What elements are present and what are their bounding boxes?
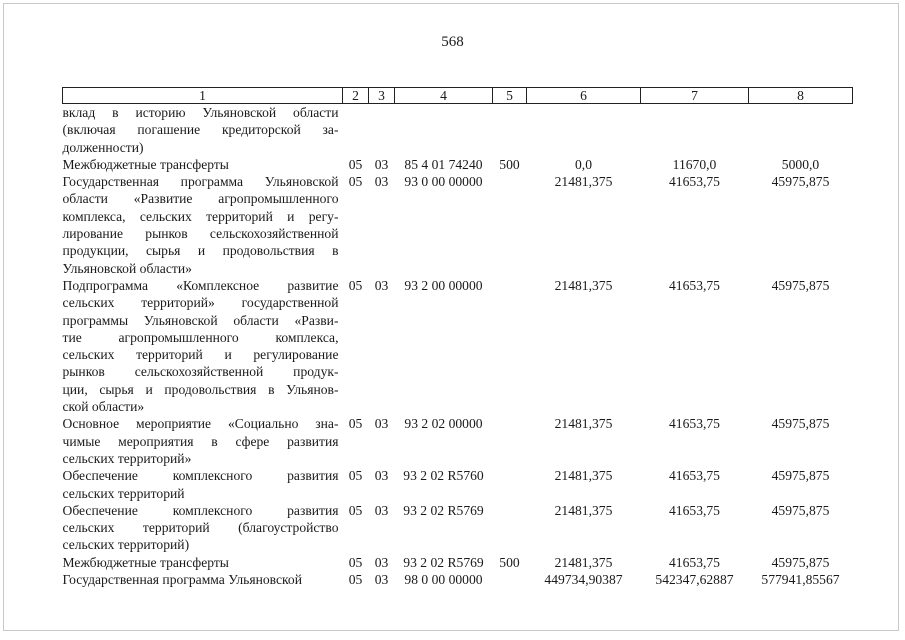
section-code-cell: 05 xyxy=(348,572,363,588)
item-name-line: рынков сельскохозяйственной продук- xyxy=(62,364,339,380)
table-row xyxy=(63,173,853,277)
item-name-line: сельских территорий и регулирование xyxy=(62,347,339,363)
page-number: 568 xyxy=(441,34,464,50)
amount-year2-cell: 41653,75 xyxy=(669,468,720,484)
subsection-code-cell: 03 xyxy=(374,468,389,484)
amount-year1-cell: 449734,90387 xyxy=(544,572,623,588)
item-name-line: Государственная программа Ульяновской xyxy=(62,572,302,588)
subsection-code-cell: 03 xyxy=(374,174,389,190)
item-name-line: комплекса, сельских территорий и регу- xyxy=(62,208,339,224)
item-name-cell xyxy=(63,415,343,467)
amount-year2-cell: 41653,75 xyxy=(669,416,720,432)
item-name-line: сельских территорий» xyxy=(62,450,192,466)
section-code-cell: 05 xyxy=(348,468,363,484)
amount-year3-cell: 577941,85567 xyxy=(761,572,840,588)
target-article-cell: 93 2 02 00000 xyxy=(404,416,483,432)
item-name-line: сельских территорий xyxy=(62,485,185,501)
item-name-cell xyxy=(63,173,343,277)
item-name-line: Межбюджетные трансферты xyxy=(62,156,229,172)
amount-year1-cell xyxy=(527,104,641,156)
item-name-line: (включая погашение кредиторской за- xyxy=(62,122,339,138)
amount-year3-cell: 45975,875 xyxy=(771,502,830,518)
item-name-line: сельских территорий (благоустройство xyxy=(62,520,339,536)
item-name-line: тие агропромышленного комплекса, xyxy=(62,329,339,345)
item-name-line: области «Развитие агропромышленного xyxy=(62,191,339,207)
table-row xyxy=(63,277,853,415)
subsection-code-cell: 03 xyxy=(374,502,389,518)
amount-year1-cell: 21481,375 xyxy=(554,554,613,570)
item-name-line: ской области» xyxy=(62,399,145,415)
table-row xyxy=(63,571,853,588)
column-header: 5 xyxy=(493,88,527,104)
expense-type-cell xyxy=(493,415,527,467)
subsection-code-cell: 03 xyxy=(374,156,389,172)
column-header: 8 xyxy=(749,88,853,104)
table-row xyxy=(63,104,853,156)
item-name-line: Основное мероприятие «Социально зна- xyxy=(62,416,339,432)
amount-year3-cell xyxy=(749,104,853,156)
subsection-code-cell: 03 xyxy=(374,554,389,570)
target-article-cell xyxy=(395,104,493,156)
column-header: 7 xyxy=(641,88,749,104)
amount-year3-cell: 5000,0 xyxy=(781,156,820,172)
item-name-line: ции, сырья и продовольствия в Ульянов- xyxy=(62,381,339,397)
amount-year1-cell: 21481,375 xyxy=(554,502,613,518)
section-code-cell: 05 xyxy=(348,156,363,172)
expense-type-cell xyxy=(493,571,527,588)
table-row xyxy=(63,156,853,173)
item-name-line: Подпрограмма «Комплексное развитие xyxy=(62,277,339,293)
item-name-line: сельских территорий) xyxy=(62,537,190,553)
amount-year2-cell: 11670,0 xyxy=(672,156,717,172)
item-name-cell xyxy=(63,104,343,156)
item-name-line: Межбюджетные трансферты xyxy=(62,554,229,570)
item-name-cell xyxy=(63,571,343,588)
item-name-line: Обеспечение комплексного развития xyxy=(62,468,339,484)
column-header: 6 xyxy=(527,88,641,104)
column-header: 1 xyxy=(63,88,343,104)
column-header: 2 xyxy=(343,88,369,104)
amount-year1-cell: 0,0 xyxy=(575,156,592,172)
section-code-cell xyxy=(343,104,369,156)
amount-year3-cell: 45975,875 xyxy=(771,277,830,293)
expense-type-cell: 500 xyxy=(499,554,520,570)
item-name-cell xyxy=(63,467,343,502)
item-name-line: Обеспечение комплексного развития xyxy=(62,502,339,518)
subsection-code-cell xyxy=(369,104,395,156)
amount-year1-cell: 21481,375 xyxy=(554,277,613,293)
target-article-cell: 93 2 02 R5769 xyxy=(403,502,484,518)
table-row xyxy=(63,415,853,467)
section-code-cell: 05 xyxy=(348,416,363,432)
amount-year3-cell: 45975,875 xyxy=(771,468,830,484)
expense-type-cell xyxy=(493,173,527,277)
amount-year2-cell: 41653,75 xyxy=(669,277,720,293)
table-row xyxy=(63,554,853,571)
subsection-code-cell: 03 xyxy=(374,277,389,293)
amount-year2-cell: 41653,75 xyxy=(669,502,720,518)
item-name-cell xyxy=(63,554,343,571)
expense-type-cell xyxy=(493,502,527,554)
expense-type-cell xyxy=(493,467,527,502)
amount-year2-cell xyxy=(641,104,749,156)
item-name-cell xyxy=(63,502,343,554)
target-article-cell: 98 0 00 00000 xyxy=(404,572,483,588)
target-article-cell: 93 0 00 00000 xyxy=(404,174,483,190)
target-article-cell: 93 2 00 00000 xyxy=(404,277,483,293)
column-header: 3 xyxy=(369,88,395,104)
item-name-line: вклад в историю Ульяновской области xyxy=(62,105,339,120)
amount-year3-cell: 45975,875 xyxy=(771,554,830,570)
section-code-cell: 05 xyxy=(348,554,363,570)
item-name-line: лирование рынков сельскохозяйственной xyxy=(62,226,339,242)
item-name-line: долженности) xyxy=(62,139,144,155)
amount-year3-cell: 45975,875 xyxy=(771,416,830,432)
amount-year3-cell: 45975,875 xyxy=(771,174,830,190)
amount-year1-cell: 21481,375 xyxy=(554,468,613,484)
amount-year2-cell: 41653,75 xyxy=(669,174,720,190)
section-code-cell: 05 xyxy=(348,277,363,293)
amount-year1-cell: 21481,375 xyxy=(554,416,613,432)
table-body xyxy=(63,104,853,589)
expense-type-cell xyxy=(493,104,527,156)
item-name-line: Государственная программа Ульяновской xyxy=(62,174,339,190)
amount-year1-cell: 21481,375 xyxy=(554,174,613,190)
column-header: 4 xyxy=(395,88,493,104)
item-name-line: чимые мероприятия в сфере развития xyxy=(62,433,339,449)
expense-type-cell xyxy=(493,277,527,415)
subsection-code-cell: 03 xyxy=(374,416,389,432)
section-code-cell: 05 xyxy=(348,174,363,190)
amount-year2-cell: 41653,75 xyxy=(669,554,720,570)
item-name-line: сельских территорий» государственной xyxy=(62,295,339,311)
item-name-line: Ульяновской области» xyxy=(62,260,192,276)
item-name-cell xyxy=(63,277,343,415)
table-row xyxy=(63,467,853,502)
budget-table xyxy=(62,87,853,588)
table-header-row xyxy=(63,88,853,104)
target-article-cell: 93 2 02 R5769 xyxy=(403,554,484,570)
target-article-cell: 85 4 01 74240 xyxy=(404,156,483,172)
subsection-code-cell: 03 xyxy=(374,572,389,588)
table-row xyxy=(63,502,853,554)
amount-year2-cell: 542347,62887 xyxy=(655,572,734,588)
section-code-cell: 05 xyxy=(348,502,363,518)
item-name-line: программы Ульяновской области «Разви- xyxy=(62,312,339,328)
target-article-cell: 93 2 02 R5760 xyxy=(403,468,484,484)
expense-type-cell: 500 xyxy=(499,156,520,172)
item-name-cell xyxy=(63,156,343,173)
item-name-line: продукции, сырья и продовольствия в xyxy=(62,243,339,259)
